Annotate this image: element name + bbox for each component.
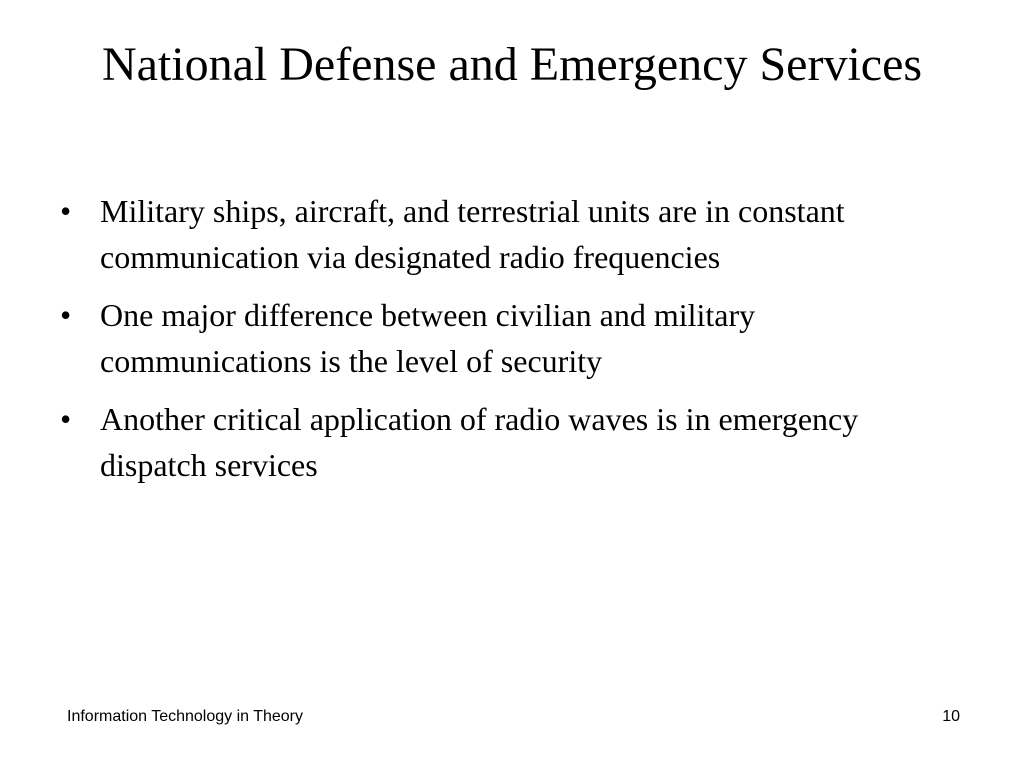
bullet-item bbox=[60, 292, 950, 384]
bullet-item bbox=[60, 396, 950, 488]
bullet-marker: • bbox=[60, 297, 72, 333]
bullet-marker: • bbox=[60, 193, 72, 229]
bullet-list bbox=[60, 188, 950, 500]
bullet-text: Another critical application of radio waves is in emergency dispatch services bbox=[100, 401, 859, 483]
slide-title: National Defense and Emergency Services bbox=[101, 38, 923, 91]
bullet-item bbox=[60, 188, 950, 280]
bullet-text: One major difference between civilian and military communications is the level of security bbox=[100, 297, 756, 379]
bullet-text: Military ships, aircraft, and terrestrial units are in constant communication via designated radio frequencies bbox=[100, 193, 845, 275]
slide-number: 10 bbox=[942, 708, 960, 725]
bullet-marker: • bbox=[60, 401, 72, 437]
footer-course-title: Information Technology in Theory bbox=[67, 708, 303, 725]
